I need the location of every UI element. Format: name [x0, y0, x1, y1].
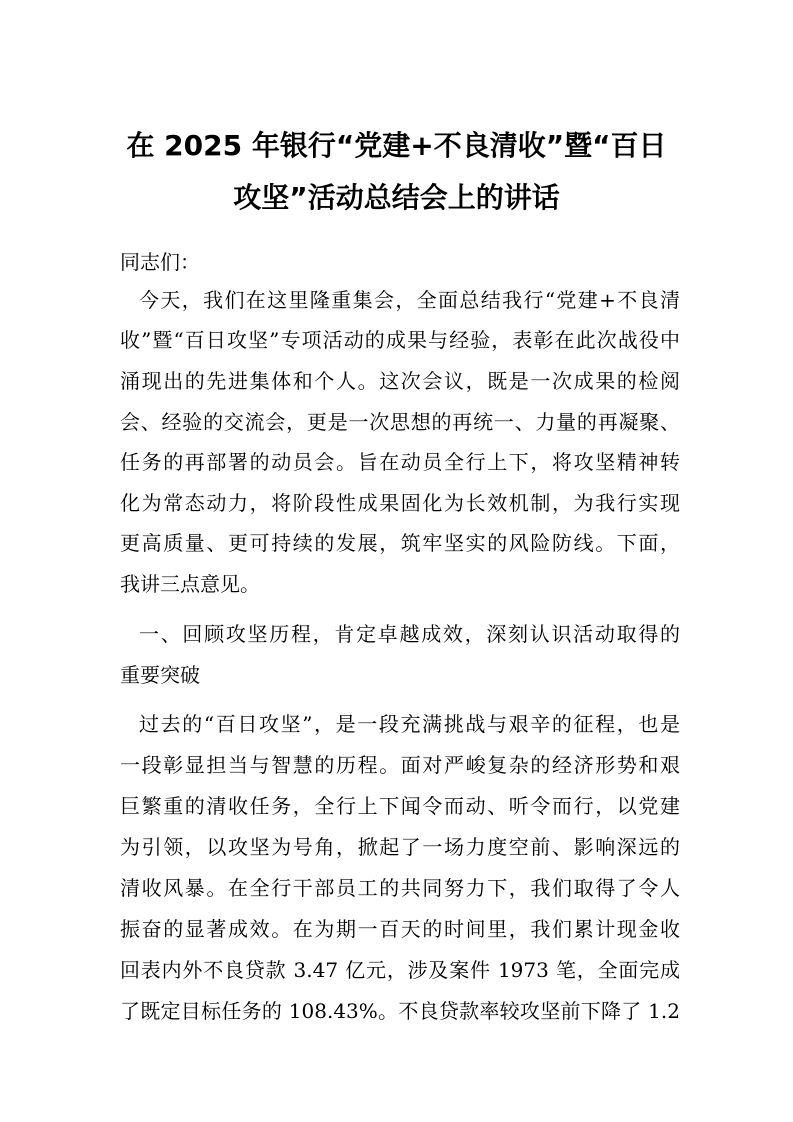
paragraph-2-line: 清收风暴。在全行干部员工的共同努力下，我们取得了令人 — [120, 876, 680, 900]
paragraph-1-line: 收”暨“百日攻坚”专项活动的成果与经验，表彰在此次战役中 — [120, 328, 680, 352]
document-title-line-2: 攻坚”活动总结会上的讲话 — [233, 181, 560, 214]
paragraph-2-line: 过去的“百日攻坚”，是一段充满挑战与艰辛的征程，也是 — [139, 712, 680, 736]
paragraph-2-line: 为引领，以攻坚为号角，掀起了一场力度空前、影响深远的 — [120, 835, 680, 859]
paragraph-1-line: 我讲三点意见。 — [120, 572, 260, 596]
salutation: 同志们： — [120, 250, 200, 274]
paragraph-2-line: 了既定目标任务的 108.43%。不良贷款率较攻坚前下降了 1.2 — [120, 999, 680, 1023]
paragraph-2-line: 振奋的显著成效。在为期一百天的时间里，我们累计现金收 — [120, 917, 680, 941]
section-heading-1-line: 一、回顾攻坚历程，肯定卓越成效，深刻认识活动取得的 — [139, 622, 680, 646]
paragraph-1-line: 更高质量、更可持续的发展，筑牢坚实的风险防线。下面， — [120, 531, 680, 555]
paragraph-2-line: 一段彰显担当与智慧的历程。面对严峻复杂的经济形势和艰 — [120, 753, 680, 777]
paragraph-1-line: 会、经验的交流会，更是一次思想的再统一、力量的再凝聚、 — [120, 410, 680, 434]
paragraph-2-line: 回表内外不良贷款 3.47 亿元，涉及案件 1973 笔，全面完成 — [120, 958, 680, 982]
paragraph-1-line: 涌现出的先进集体和个人。这次会议，既是一次成果的检阅 — [120, 369, 680, 393]
paragraph-1-line: 今天，我们在这里隆重集会，全面总结我行“党建+不良清 — [139, 288, 680, 312]
section-heading-1-line: 重要突破 — [120, 663, 200, 687]
document-title-line-1: 在 2025 年银行“党建+不良清收”暨“百日 — [126, 129, 667, 162]
paragraph-1-line: 化为常态动力，将阶段性成果固化为长效机制，为我行实现 — [120, 491, 680, 515]
paragraph-2-line: 巨繁重的清收任务，全行上下闻令而动、听令而行，以党建 — [120, 794, 680, 818]
paragraph-1-line: 任务的再部署的动员会。旨在动员全行上下，将攻坚精神转 — [120, 450, 680, 474]
